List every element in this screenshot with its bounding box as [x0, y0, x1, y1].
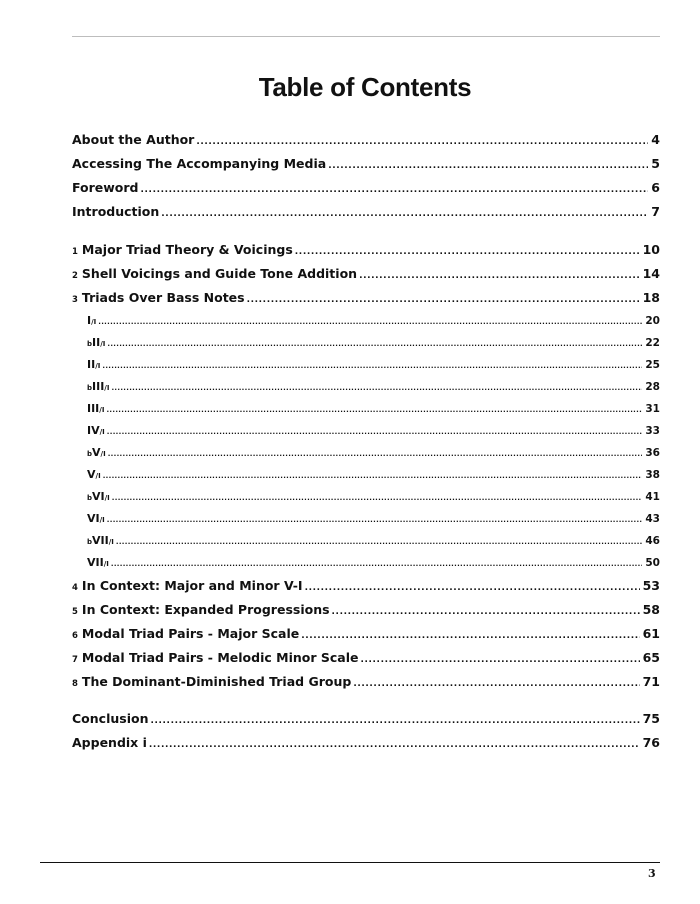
subsection-roman: II [87, 358, 96, 371]
dot-leader [295, 240, 640, 262]
dot-leader [107, 421, 643, 442]
dot-leader [111, 553, 643, 574]
subsection-bass: /I [103, 560, 109, 568]
toc-chapter-3[interactable] [72, 286, 660, 310]
toc-entry-title: In Context: Major and Minor V-I [81, 578, 303, 593]
flat-sign: b [87, 494, 93, 502]
subsection-roman: VII [87, 556, 104, 569]
subsection-bass: /I [99, 428, 105, 436]
toc-subsection[interactable] [72, 420, 660, 442]
dot-leader [247, 288, 640, 310]
subsection-bass: /I [99, 406, 105, 414]
toc-entry-title: Triads Over Bass Notes [81, 290, 245, 305]
toc-entry-title: Shell Voicings and Guide Tone Addition [81, 266, 358, 281]
flat-sign: b [87, 538, 93, 546]
dot-leader [111, 377, 642, 398]
toc-entry-page: 71 [642, 674, 660, 689]
footer-rule [40, 862, 660, 863]
toc-entry-page: 31 [645, 403, 660, 415]
subsection-roman: VI [92, 490, 105, 503]
toc-entry-page: 28 [645, 381, 660, 393]
dot-leader [353, 672, 639, 694]
toc-entry-appendix[interactable] [72, 731, 660, 755]
page-title: Table of Contents [258, 72, 472, 102]
subsection-bass: /I [99, 516, 105, 524]
dot-leader [102, 355, 642, 376]
dot-leader [196, 130, 648, 152]
toc-entry-introduction[interactable] [72, 200, 660, 224]
dot-leader [360, 648, 639, 670]
toc-chapter-4[interactable] [72, 574, 660, 598]
section-spacer [72, 694, 660, 707]
flat-sign: b [87, 450, 93, 458]
toc-entry-page: 41 [645, 491, 660, 503]
flat-sign: b [87, 340, 93, 348]
toc-subsection[interactable] [72, 398, 660, 420]
toc-entry-page: 10 [642, 242, 660, 257]
toc-entry-page: 18 [642, 290, 660, 305]
toc-entry-page: 33 [645, 425, 660, 437]
subsection-roman: III [87, 402, 100, 415]
chapter-number: 3 [72, 295, 78, 305]
subsection-bass: /I [100, 340, 106, 348]
dot-leader [103, 465, 643, 486]
dot-leader [98, 311, 642, 332]
dot-leader [112, 487, 643, 508]
dot-leader [149, 733, 640, 755]
subsection-roman: I [87, 314, 92, 327]
dot-leader [301, 624, 639, 646]
toc-subsection[interactable] [72, 332, 660, 354]
toc-entry-page: 46 [645, 535, 660, 547]
page-number: 3 [648, 867, 656, 880]
chapter-number: 2 [72, 271, 78, 281]
dot-leader [107, 333, 642, 354]
toc-chapter-6[interactable] [72, 622, 660, 646]
subsection-roman: IV [87, 424, 100, 437]
subsection-bass: /I [100, 450, 106, 458]
dot-leader [116, 531, 642, 552]
dot-leader [359, 264, 640, 286]
toc-subsection[interactable] [72, 376, 660, 398]
subsection-roman: II [92, 336, 101, 349]
subsection-roman: VII [92, 534, 109, 547]
toc-chapter-2[interactable] [72, 262, 660, 286]
toc-entry-page: 14 [642, 266, 660, 281]
toc-subsection[interactable] [72, 530, 660, 552]
dot-leader [141, 178, 649, 200]
header-rule [72, 36, 660, 37]
dot-leader [305, 576, 640, 598]
toc-entry-page: 25 [645, 359, 660, 371]
subsection-bass: /I [108, 538, 114, 546]
toc-entry-page: 36 [645, 447, 660, 459]
toc-entry-title: Appendix i [72, 735, 147, 750]
subsection-bass: /I [104, 494, 110, 502]
toc-entry-about-author[interactable] [72, 128, 660, 152]
section-spacer [72, 224, 660, 238]
subsection-roman: III [92, 380, 105, 393]
table-of-contents [72, 128, 660, 755]
toc-entry-page: 76 [642, 735, 660, 750]
dot-leader [150, 709, 639, 731]
toc-entry-title: Introduction [72, 204, 160, 219]
toc-subsection[interactable] [72, 508, 660, 530]
toc-entry-title: In Context: Expanded Progressions [81, 602, 330, 617]
toc-entry-title: Modal Triad Pairs - Melodic Minor Scale [81, 650, 359, 665]
subsection-bass: /I [95, 472, 101, 480]
subsection-bass: /I [95, 362, 101, 370]
dot-leader [328, 154, 648, 176]
subsection-bass: /I [91, 318, 97, 326]
toc-entry-page: 6 [651, 180, 660, 195]
toc-subsection[interactable] [72, 442, 660, 464]
toc-entry-page: 5 [651, 156, 660, 171]
toc-entry-page: 75 [642, 711, 660, 726]
toc-entry-page: 58 [642, 602, 660, 617]
toc-entry-page: 43 [645, 513, 660, 525]
flat-sign: b [87, 384, 93, 392]
toc-subsection[interactable] [72, 464, 660, 486]
toc-entry-title: Modal Triad Pairs - Major Scale [81, 626, 300, 641]
chapter-number: 4 [72, 583, 78, 593]
toc-entry-page: 61 [642, 626, 660, 641]
toc-subsection[interactable] [72, 486, 660, 508]
toc-entry-page: 20 [645, 315, 660, 327]
toc-chapter-5[interactable] [72, 598, 660, 622]
dot-leader [332, 600, 640, 622]
toc-entry-title: Major Triad Theory & Voicings [81, 242, 293, 257]
subsection-roman: V [87, 468, 96, 481]
toc-entry-accessing-media[interactable] [72, 152, 660, 176]
toc-entry-title: Conclusion [72, 711, 149, 726]
toc-entry-page: 4 [651, 132, 660, 147]
toc-subsection[interactable] [72, 552, 660, 574]
dot-leader [161, 202, 648, 224]
subsection-roman: VI [87, 512, 100, 525]
toc-chapter-8[interactable] [72, 670, 660, 694]
subsection-bass: /I [104, 384, 110, 392]
toc-entry-conclusion[interactable] [72, 707, 660, 731]
toc-entry-title: The Dominant-Diminished Triad Group [81, 674, 352, 689]
toc-entry-page: 7 [651, 204, 660, 219]
toc-entry-page: 65 [642, 650, 660, 665]
toc-entry-page: 38 [645, 469, 660, 481]
chapter-number: 1 [72, 247, 78, 257]
subsection-roman: V [92, 446, 101, 459]
dot-leader [107, 509, 643, 530]
dot-leader [106, 399, 642, 420]
chapter-number: 8 [72, 679, 78, 689]
chapter-number: 7 [72, 655, 78, 665]
dot-leader [108, 443, 643, 464]
chapter-number: 5 [72, 607, 78, 617]
toc-chapter-7[interactable] [72, 646, 660, 670]
toc-entry-page: 22 [645, 337, 660, 349]
toc-subsection[interactable] [72, 310, 660, 332]
toc-entry-title: Accessing The Accompanying Media [72, 156, 327, 171]
toc-entry-page: 50 [645, 557, 660, 569]
toc-entry-page: 53 [642, 578, 660, 593]
toc-entry-foreword[interactable] [72, 176, 660, 200]
toc-entry-title: About the Author [72, 132, 195, 147]
toc-entry-title: Foreword [72, 180, 139, 195]
toc-subsection[interactable] [72, 354, 660, 376]
chapter-number: 6 [72, 631, 78, 641]
toc-chapter-1[interactable] [72, 238, 660, 262]
